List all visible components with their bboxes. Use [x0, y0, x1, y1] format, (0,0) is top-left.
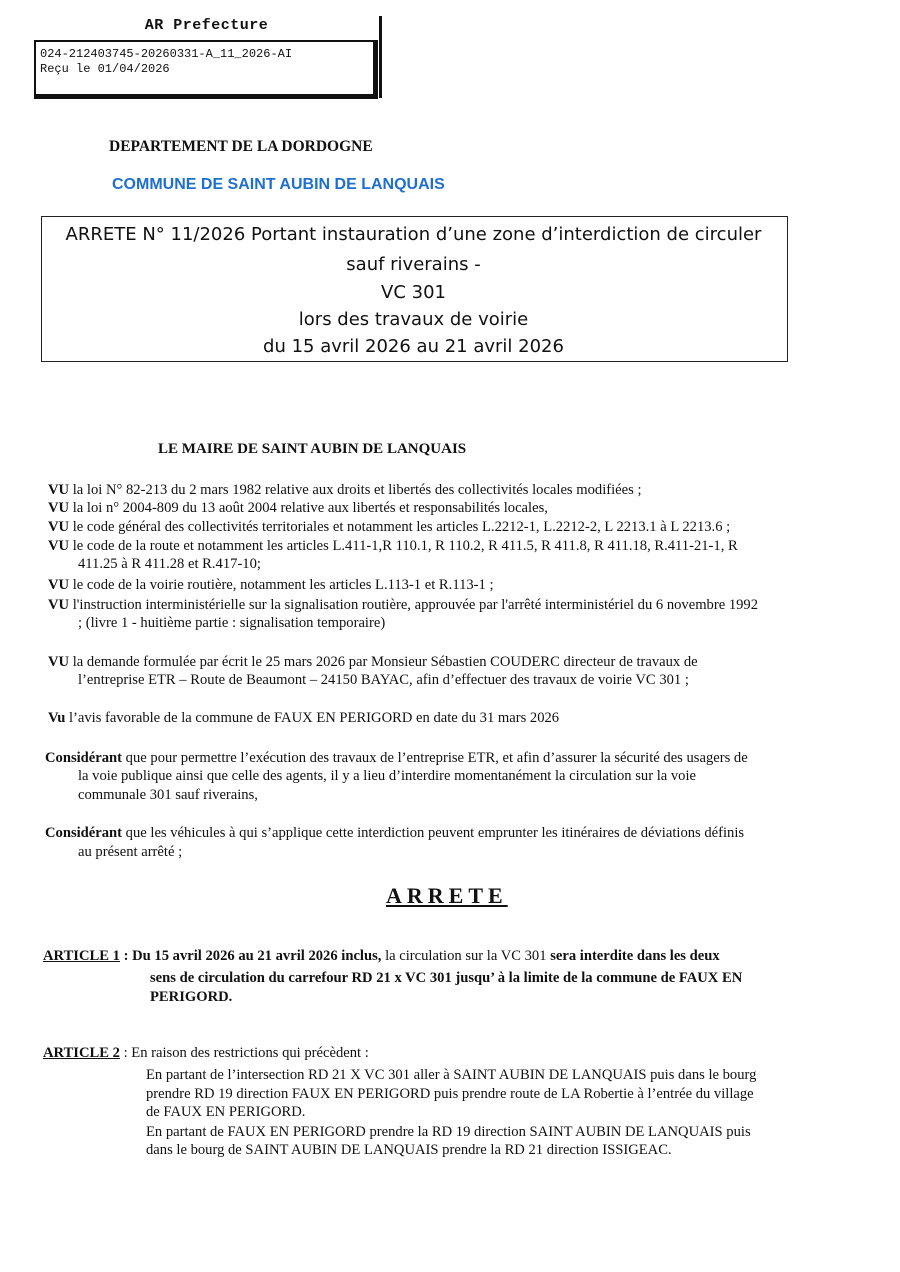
article-2-line-1: En partant de l’intersection RD 21 X VC 301 aller à SAINT AUBIN DE LANQUAIS puis dans le bourg: [146, 1067, 757, 1083]
title-line-1: ARRETE N° 11/2026 Portant instauration d’une zone d’interdiction de circuler: [65, 224, 762, 245]
article-2-line-5: dans le bourg de SAINT AUBIN DE LANQUAIS prendre la RD 21 direction ISSIGEAC.: [146, 1142, 672, 1158]
stamp-reference: 024-212403745-20260331-A_11_2026-AI: [40, 47, 293, 61]
visa-7: VU la demande formulée par écrit le 25 mars 2026 par Monsieur Sébastien COUDERC directeur de travaux de: [48, 654, 698, 670]
title-line-5: du 15 avril 2026 au 21 avril 2026: [263, 336, 564, 357]
stamp-received-date: Reçu le 01/04/2026: [40, 62, 170, 76]
stamp-title: AR Prefecture: [144, 17, 269, 34]
considerant-2-line-2: au présent arrêté ;: [78, 844, 183, 860]
title-line-2: sauf riverains -: [346, 254, 481, 275]
article-1-label: ARTICLE 1: [43, 948, 120, 964]
visa-5: VU le code de la voirie routière, notamment les articles L.113-1 et R.113-1 ;: [48, 577, 494, 593]
title-line-4: lors des travaux de voirie: [298, 309, 529, 330]
visa-8: Vu l’avis favorable de la commune de FAUX EN PERIGORD en date du 31 mars 2026: [48, 710, 560, 726]
visa-4: VU le code de la route et notamment les articles L.411-1,R 110.1, R 110.2, R 411.5, R 411.8, R 411.18, R.411-21-1, R: [48, 538, 738, 554]
visa-7-continuation: l’entreprise ETR – Route de Beaumont – 24150 BAYAC, afin d’effectuer des travaux de voirie VC 301 ;: [78, 672, 689, 688]
considerant-2: Considérant que les véhicules à qui s’applique cette interdiction peuvent emprunter les itinéraires de déviations définis: [45, 825, 745, 841]
visa-4-continuation: 411.25 à R 411.28 et R.417-10;: [78, 556, 261, 572]
article-1-line-2: sens de circulation du carrefour RD 21 x VC 301 jusqu’ à la limite de la commune de FAUX EN: [150, 970, 743, 986]
department-heading: DEPARTEMENT DE LA DORDOGNE: [109, 138, 373, 155]
article-2-label: ARTICLE 2: [43, 1045, 120, 1061]
article-1-line-3: PERIGORD.: [150, 989, 233, 1005]
visa-3: VU le code général des collectivités territoriales et notamment les articles L.2212-1, L.2212-2, L 2213.1 à L 2213.6 ;: [48, 519, 731, 535]
arrete-heading: ARRETE: [386, 883, 508, 908]
article-2-line-4: En partant de FAUX EN PERIGORD prendre la RD 19 direction SAINT AUBIN DE LANQUAIS puis: [146, 1124, 751, 1140]
visa-1: VU la loi N° 82-213 du 2 mars 1982 relative aux droits et libertés des collectivités locales modifiées ;: [48, 482, 642, 498]
stamp-divider: [379, 16, 382, 98]
title-line-3: VC 301: [381, 282, 446, 303]
visa-6: VU l'instruction interministérielle sur la signalisation routière, approuvée par l'arrêté interministériel du 6 novembre 1992: [48, 597, 759, 613]
commune-heading: COMMUNE DE SAINT AUBIN DE LANQUAIS: [112, 176, 445, 193]
considerant-1-line-3: communale 301 sauf riverains,: [78, 787, 258, 803]
visa-2: VU la loi n° 2004-809 du 13 août 2004 relative aux libertés et responsabilités locales,: [48, 500, 548, 516]
considerant-1: Considérant que pour permettre l’exécution des travaux de l’entreprise ETR, et afin d’assurer la sécurité des usagers de: [45, 750, 748, 766]
article-2-line-3: de FAUX EN PERIGORD.: [146, 1104, 306, 1120]
considerant-1-line-2: la voie publique ainsi que celle des agents, il y a lieu d’interdire momentanément la circulation sur la voie: [78, 768, 697, 784]
article-1: ARTICLE 1 : Du 15 avril 2026 au 21 avril 2026 inclus, la circulation sur la VC 301 sera interdite dans les deux: [43, 948, 720, 964]
article-2-line-2: prendre RD 19 direction FAUX EN PERIGORD puis prendre route de LA Robertie à l’entrée du village: [146, 1086, 754, 1102]
mayor-heading: LE MAIRE DE SAINT AUBIN DE LANQUAIS: [158, 441, 467, 457]
visa-6-continuation: ; (livre 1 - huitième partie : signalisation temporaire): [78, 615, 386, 631]
article-2: ARTICLE 2 : En raison des restrictions qui précèdent :: [43, 1045, 369, 1061]
